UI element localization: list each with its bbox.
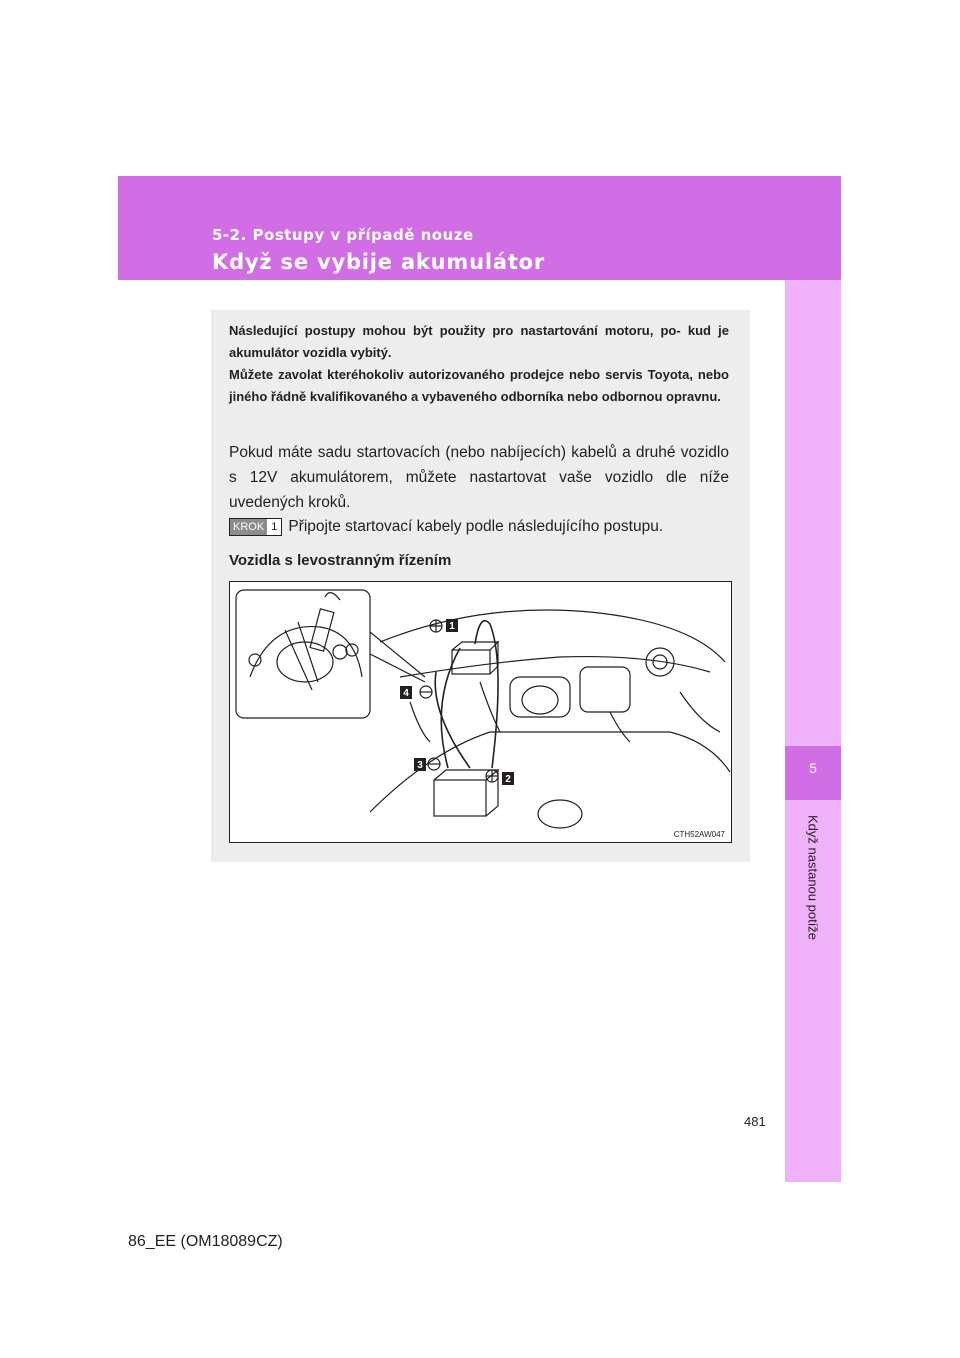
intro-paragraph-2: Můžete zavolat kteréhokoliv autorizovaného prodejce nebo servis Toyota, nebo jiného řádně kvalifikovaného a vybaveného odborníka nebo odbornou opravnu. — [229, 367, 729, 404]
fig-label-3: 3 — [417, 760, 423, 771]
step-text: Připojte startovací kabely podle následujícího postupu. — [288, 518, 664, 535]
body-paragraph: Pokud máte sadu startovacích (nebo nabíjecích) kabelů a druhé vozidlo s 12V akumulátorem, můžete nastartovat vaše vozidlo dle níže uvedených kroků. — [229, 444, 729, 511]
page-number: 481 — [744, 1114, 766, 1129]
fig-label-2: 2 — [505, 774, 511, 785]
cable-positive — [475, 621, 498, 768]
step-badge-label: KROK — [230, 519, 267, 535]
step-badge-number: 1 — [267, 519, 281, 535]
document-code: 86_EE (OM18089CZ) — [128, 1233, 283, 1250]
step-1 — [229, 518, 739, 536]
emblem-outline — [538, 800, 582, 828]
jump-start-illustration — [229, 581, 732, 843]
chapter-number: 5 — [809, 760, 817, 776]
fig-label-4: 4 — [403, 688, 409, 699]
booster-battery — [434, 780, 486, 816]
intro-paragraph-1: Následující postupy mohou být použity pro nastartování motoru, po- kud je akumulátor vozidla vybitý. — [229, 323, 729, 360]
step-badge — [229, 518, 282, 536]
engine-bay-drawing — [230, 582, 732, 843]
section-label: 5-2. Postupy v případě nouze — [212, 226, 474, 244]
figure-code: CTH52AW047 — [673, 830, 725, 839]
subheading: Vozidla s levostranným řízením — [229, 552, 452, 569]
intro-block — [229, 320, 729, 408]
chapter-side-tab — [785, 280, 841, 1182]
fig-label-1: 1 — [449, 621, 455, 632]
page-title: Když se vybije akumulátor — [212, 250, 546, 274]
chapter-title-vertical: Když nastanou potíže — [805, 815, 821, 941]
